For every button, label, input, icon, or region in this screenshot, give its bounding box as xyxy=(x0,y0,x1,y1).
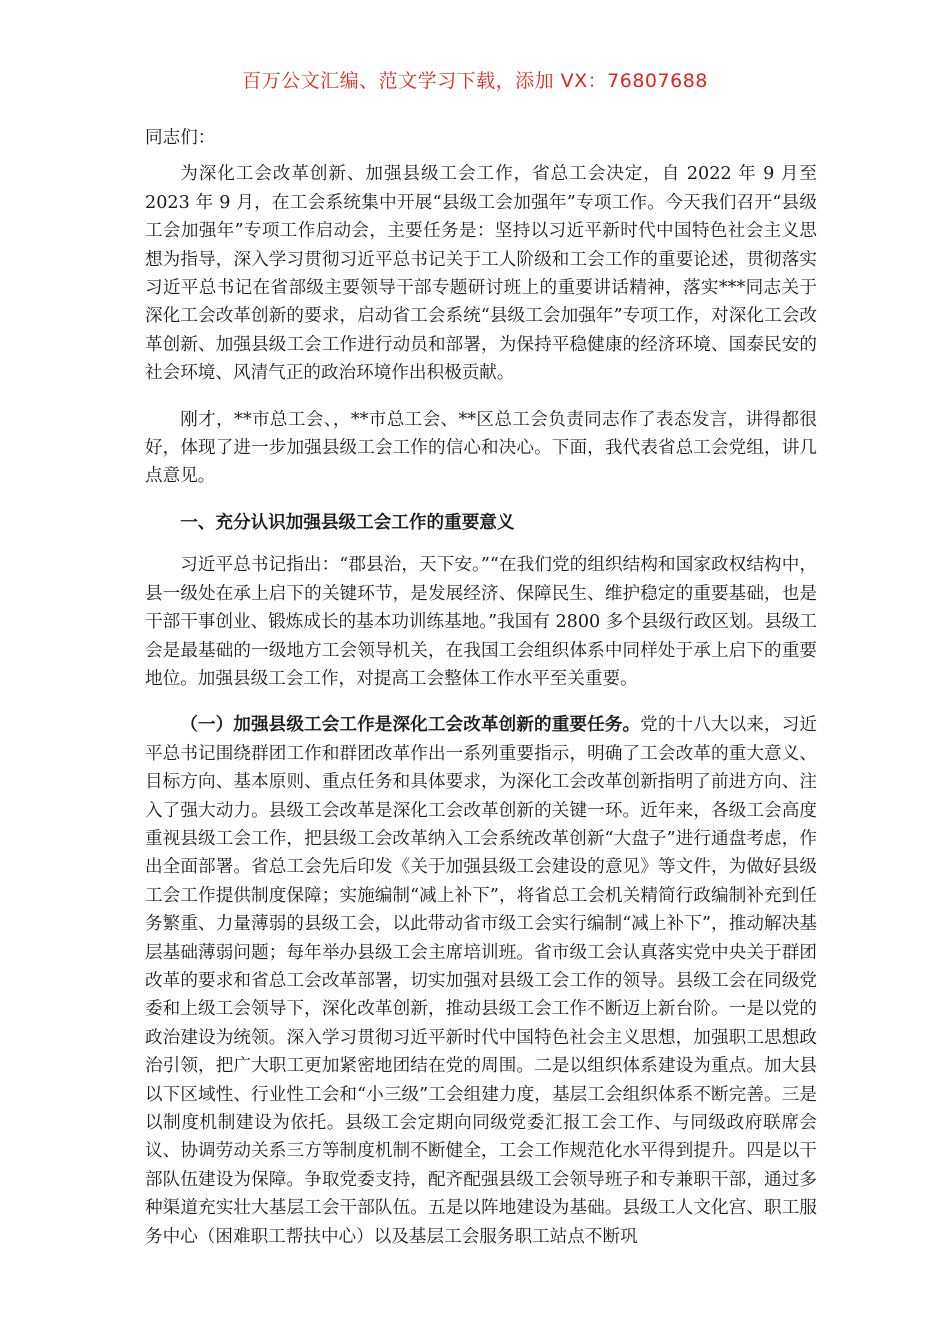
paragraph-subsection-1 xyxy=(145,711,817,1251)
paragraph-intro: 为深化工会改革创新、加强县级工会工作，省总工会决定，自 2022 年 9 月至 2023 年 9 月，在工会系统集中开展“县级工会加强年”专项工作。今天我们召开“县级工会加强年”专项工作启动会，主要任务是：坚持以习近平新时代中国特色社会主义思想为指导，深入学习贯彻习近平总书记关于工人阶级和工会工作的重要论述，贯彻落实习近平总书记在省部级主要领导干部专题研讨班上的重要讲话精神，落实***同志关于深化工会改革创新的要求，启动省工会系统“县级工会加强年”专项工作，对深化工会改革创新、加强县级工会工作进行动员和部署，为保持平稳健康的经济环境、国泰民安的社会环境、风清气正的政治环境作出积极贡献。 xyxy=(145,164,817,384)
paragraph-remarks: 刚才，**市总工会、，**市总工会、**区总工会负责同志作了表态发言，讲得都很好，体现了进一步加强县级工会工作的信心和决心。下面，我代表省总工会党组，讲几点意见。 xyxy=(145,409,817,487)
salutation: 同志们： xyxy=(145,128,216,148)
header-banner: 百万公文汇编、范文学习下载，添加 VX：76807688 xyxy=(242,70,708,92)
document-body xyxy=(145,124,817,1251)
paragraph-significance: 习近平总书记指出：“郡县治，天下安。”“在我们党的组织结构和国家政权结构中，县一级处在承上启下的关键环节，是发展经济、保障民生、维护稳定的重要基础，也是干部干事创业、锻炼成长的基本功训练基地。”我国有 2800 多个县级行政区划。县级工会是最基础的一级地方工会领导机关，在我国工会组织体系中同样处于承上启下的重要地位。加强县级工会工作，对提高工会整体工作水平至关重要。 xyxy=(145,555,817,689)
section-heading-1: 一、充分认识加强县级工会工作的重要意义 xyxy=(180,512,515,533)
subsection-lead: （一）加强县级工会工作是深化工会改革创新的重要任务。 xyxy=(180,715,641,736)
subsection-body: 党的十八大以来，习近平总书记围绕群团工作和群团改革作出一系列重要指示，明确了工会改革的重大意义、目标方向、基本原则、重点任务和具体要求，为深化工会改革创新指明了前进方向、注入了强大动力。县级工会改革是深化工会改革创新的关键一环。近年来，各级工会高度重视县级工会工作，把县级工会改革纳入工会系统改革创新“大盘子”进行通盘考虑，作出全面部署。省总工会先后印发《关于加强县级工会建设的意见》等文件，为做好县级工会工作提供制度保障；实施编制“减上补下”，将省总工会机关精简行政编制补充到任务繁重、力量薄弱的县级工会，以此带动省市级工会实行编制“减上补下”，推动解决基层基础薄弱问题；每年举办县级工会主席培训班。省市级工会认真落实党中央关于群团改革的要求和省总工会改革部署，切实加强对县级工会工作的领导。县级工会在同级党委和上级工会领导下，深化改革创新，推动县级工会工作不断迈上新台阶。一是以党的政治建设为统领。深入学习贯彻习近平新时代中国特色社会主义思想，加强职工思想政治引领，把广大职工更加紧密地团结在党的周围。二是以组织体系建设为重点。加大县以下区域性、行业性工会和“小三级”工会组建力度，基层工会组织体系不断完善。三是以制度机制建设为依托。县级工会定期向同级党委汇报工会工作、与同级政府联席会议、协调劳动关系三方等制度机制不断健全，工会工作规范化水平得到提升。四是以干部队伍建设为保障。争取党委支持，配齐配强县级工会领导班子和专兼职干部，通过多种渠道充实壮大基层工会干部队伍。五是以阵地建设为基础。县级工人文化宫、职工服务中心（困难职工帮扶中心）以及基层工会服务职工站点不断巩 xyxy=(145,715,817,1247)
